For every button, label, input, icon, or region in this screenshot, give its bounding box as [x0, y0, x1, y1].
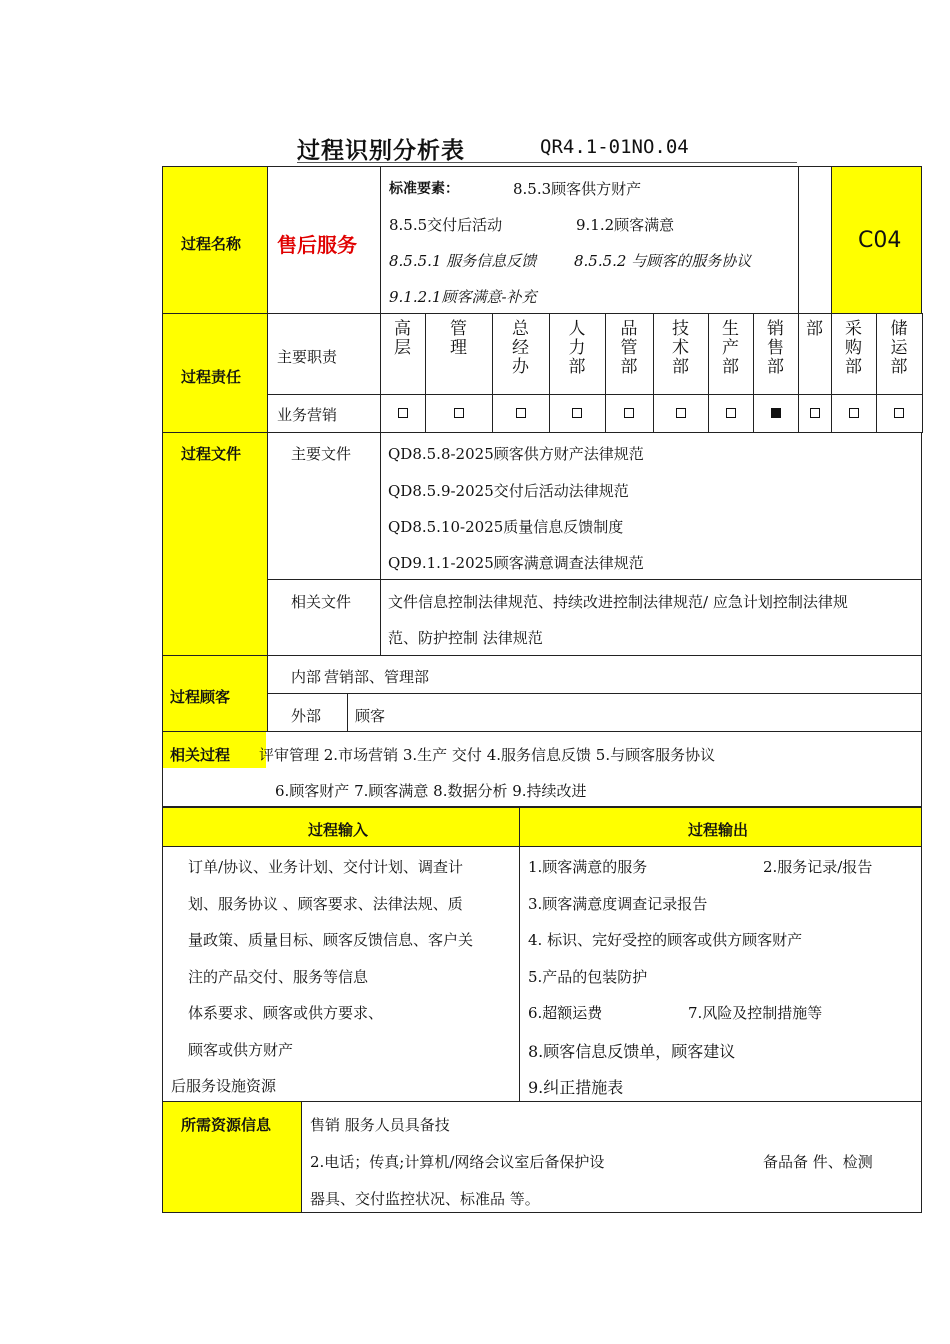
department-name: 高层 — [394, 319, 411, 358]
department-name: 人力部 — [568, 319, 586, 377]
external-value: 顾客 — [355, 707, 386, 725]
department-checkbox[interactable] — [516, 408, 526, 418]
page-title: 过程识别分析表 — [297, 138, 465, 164]
responsibility-label: 过程责任 — [181, 368, 242, 386]
department-checkbox[interactable] — [849, 408, 859, 418]
department-checkbox[interactable] — [810, 408, 820, 418]
department-name: 储运部 — [890, 319, 908, 377]
related-document-item: 范、防护控制 法律规范 — [388, 629, 543, 647]
department-name: 技术部 — [672, 319, 689, 377]
output-header: 过程输出 — [688, 821, 749, 839]
department-checkbox[interactable] — [398, 408, 408, 418]
department-name: 管理 — [450, 319, 467, 358]
divider — [347, 693, 348, 732]
documents-label-cell — [162, 432, 268, 656]
customers-label: 过程顾客 — [170, 688, 231, 706]
form-code: QR4.1-01NO.04 — [540, 136, 689, 158]
business-label: 业务营销 — [277, 406, 338, 424]
input-item: 后服务设施资源 — [171, 1077, 277, 1095]
department-name: 品管部 — [620, 319, 638, 377]
department-checkbox[interactable] — [676, 408, 686, 418]
output-item: 4. 标识、完好受控的顾客或供方顾客财产 — [528, 931, 803, 949]
output-item: 1.顾客满意的服务 — [528, 858, 648, 876]
output-item: 8.顾客信息反馈单，顾客建议 — [528, 1042, 736, 1061]
divider — [380, 579, 381, 656]
standard-item: 8.5.5.2 与顾客的服务协议 — [574, 252, 752, 270]
output-item: 6.超额运费 — [528, 1004, 603, 1022]
input-item: 划、服务协议 、顾客要求、法律法规、质 — [188, 894, 463, 913]
department-checkbox[interactable] — [454, 408, 464, 418]
related-document-item: 文件信息控制法律规范、持续改进控制法律规范/ 应急计划控制法律规 — [388, 593, 848, 611]
output-item: 9.纠正措施表 — [528, 1078, 624, 1097]
input-item: 量政策、质量目标、顾客反馈信息、客户关 — [188, 931, 474, 949]
resource-line: 售销 服务人员具备技 — [310, 1116, 450, 1134]
process-name-label: 过程名称 — [181, 235, 242, 253]
standard-label: 标准要素： — [389, 181, 459, 197]
main-duty-label: 主要职责 — [277, 348, 338, 366]
document-item: QD8.5.9-2025交付后活动法律规范 — [388, 482, 629, 500]
document-item: QD9.1.1-2025顾客满意调查法律规范 — [388, 554, 644, 572]
spacer-cell — [798, 166, 832, 314]
resource-line: 备品备 件、检测 — [763, 1153, 873, 1171]
documents-label: 过程文件 — [181, 445, 242, 463]
department-name: 销售部 — [767, 319, 784, 377]
document-item: QD8.5.10-2025质量信息反馈制度 — [388, 518, 624, 536]
resources-label: 所需资源信息 — [181, 1116, 272, 1134]
department-checkbox[interactable] — [726, 408, 736, 418]
external-label: 外部 — [291, 707, 322, 725]
internal-value: 营销部、管理部 — [324, 668, 430, 686]
document-item: QD8.5.8-2025顾客供方财产法律规范 — [388, 445, 644, 463]
related-process-line: 6.顾客财产 7.顾客满意 8.数据分析 9.持续改进 — [275, 782, 587, 800]
department-name: 生产部 — [722, 319, 739, 377]
department-checkbox[interactable] — [894, 408, 904, 418]
standard-item: 9.1.2.1顾客满意-补充 — [389, 288, 537, 306]
output-item: 7.风险及控制措施等 — [688, 1004, 823, 1022]
input-item: 订单/协议、业务计划、交付计划、调查计 — [188, 858, 464, 876]
internal-label: 内部 — [291, 668, 322, 686]
input-item: 注的产品交付、服务等信息 — [188, 967, 369, 986]
input-item: 顾客或供方财产 — [188, 1040, 294, 1059]
department-checkbox[interactable] — [572, 408, 582, 418]
standard-item: 8.5.5.1 服务信息反馈 — [389, 252, 537, 270]
standard-item: 9.1.2顾客满意 — [576, 216, 675, 234]
main-documents-label: 主要文件 — [291, 445, 352, 463]
output-item: 2.服务记录/报告 — [763, 858, 873, 876]
standard-item: 8.5.3顾客供方财产 — [513, 180, 642, 198]
standard-item: 8.5.5交付后活动 — [389, 216, 503, 234]
department-checkbox[interactable] — [624, 408, 634, 418]
related-process-line: 评审管理 2.市场营销 3.生产 交付 4.服务信息反馈 5.与顾客服务协议 — [259, 746, 716, 764]
resource-line: 器具、交付监控状况、标准品 等。 — [310, 1190, 540, 1208]
department-name: 采购部 — [845, 319, 862, 377]
process-name-value: 售后服务 — [277, 233, 357, 257]
title-underline — [297, 162, 797, 163]
process-code: C04 — [858, 228, 902, 253]
input-header: 过程输入 — [308, 821, 369, 839]
department-checkbox[interactable] — [771, 408, 781, 418]
related-process-label: 相关过程 — [170, 746, 231, 764]
department-name: 部 — [806, 319, 823, 339]
output-item: 3.顾客满意度调查记录报告 — [528, 895, 708, 913]
related-documents-label: 相关文件 — [291, 593, 352, 611]
department-name: 总经办 — [512, 319, 529, 377]
output-item: 5.产品的包装防护 — [528, 968, 648, 986]
resource-line: 2.电话；传真;计算机/网络会议室后备保护设 — [310, 1153, 605, 1171]
input-item: 体系要求、顾客或供方要求、 — [188, 1004, 384, 1022]
